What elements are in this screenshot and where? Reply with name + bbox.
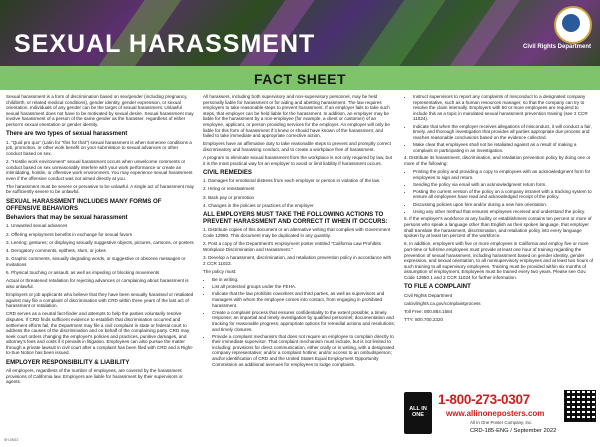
paragraph: Actual or threatened retaliation for rejecting advances or complaining about harassment is also unlawful. bbox=[6, 278, 189, 289]
paragraph: Employers or job applicants who believe that they have been sexually harassed or retaliated against may file a complaint of discrimination with CRD within three years of the last act of harassment or retaliation. bbox=[6, 291, 194, 309]
copyright-text: All In One Poster Company, Inc. bbox=[470, 420, 533, 425]
seal-center-icon bbox=[562, 14, 580, 32]
small-code: SH-09/22 bbox=[4, 438, 19, 442]
list-item: • Create a complaint process that ensures confidentiality to the extent possible; a timely response; an impartial and timely investigation by qualified personnel; documentation and tracking for reasonable progress; appropriate options for remedial actions and resolutions; and timely closures. bbox=[212, 310, 395, 332]
paragraph: 4. Derogatory comments, epithets, slurs, or jokes bbox=[6, 248, 106, 254]
list-item: • Printing the policy and providing a copy to employees with an acknowledgment form for employees to sign and return. bbox=[413, 169, 594, 180]
list-item: • Be in writing. bbox=[212, 277, 395, 283]
column-right bbox=[404, 94, 594, 325]
paragraph: 6. In addition, employers with five or more employees in California and employ five or more part-time or full-time employees must provide at least one hour of training regarding the prevention of sexual harassment, including harassment based on gender identity, gender expression, and sexual orientation, to all nonsupervisory employees and at least two hours of such training to all supervisory employees. Training must be provided within six months of assumption of employment. Employees must be trained every two years. Please see Gov. Code 12950.1 and 2 CCR 11024 for further information. bbox=[404, 241, 594, 280]
paragraph: 5. Graphic comments, sexually degrading words, or suggestive or obscene messages or invitations bbox=[6, 256, 186, 267]
column-left bbox=[6, 94, 194, 387]
list-item: • Indicate that the law prohibits coworkers and third parties, as well as supervisors and managers with whom the employee comes into contact, from engaging in prohibited harassment. bbox=[212, 291, 395, 308]
paragraph: 1. Distribute copies of this document or an alternative writing that complies with Government Code 12950. This document may be duplicated in any quantity. bbox=[203, 227, 391, 239]
paragraph: calcivilrights.ca.gov/complaintprocess bbox=[404, 300, 481, 306]
crd-seal-icon bbox=[554, 6, 592, 44]
paragraph: CRD serves as a neutral fact-finder and attempts to help the parties voluntarily resolve disputes. If CRD finds sufficient evidence to establish that discrimination occurred and settlement efforts fail, the Department may file a civil complaint in state or federal court to address the causes of the discrimination and on behalf of the complaining party. CRD may seek court orders changing the employer's policies and practices, punitive damages, and attorney's fees and costs if it prevails in litigation. Employees can also pursue the matter through a private lawsuit in civil court after a complaint has been filed with CRD and a Right-to-Sue Notice has been issued. bbox=[6, 311, 194, 356]
paragraph: 3. Develop a harassment, discrimination, and retaliation prevention policy in accordance with 2 CCR 11023. bbox=[203, 255, 392, 266]
header-banner bbox=[0, 0, 600, 66]
phone-number[interactable]: 1-800-273-0307 bbox=[438, 392, 530, 407]
paragraph: 2. Offering employment benefits in exchange for sexual favors bbox=[6, 231, 133, 237]
list-item: • Instruct supervisors to report any complaints of misconduct to a designated company representative, such as a human resources manager, so that the company can try to resolve the claim internally. Employers with 50 or more employees are required to include this as a topic in mandated sexual harassment prevention training (see 2 CCR 11024). bbox=[413, 94, 594, 122]
section-heading: EMPLOYER RESPONSIBILITY & LIABILITY bbox=[6, 358, 130, 366]
band-title: FACT SHEET bbox=[253, 71, 347, 87]
section-heading: Behaviors that may be sexual harassment bbox=[6, 214, 128, 222]
list-item: • Using any other method that ensures employees received and understand the policy. bbox=[413, 209, 594, 215]
list-item: • Provide a complaint mechanism that does not require an employee to complain directly to their immediate supervisor. That complaint mechanism must include, but is not limited to including: provisions for direct communication, either orally or in writing, with a designated company representative; and/or a complaint hotline; and/or access to an ombudsperson; and/or identification of CRD and the United States Equal Employment Opportunity Commission as additional avenues for employees to lodge complaints. bbox=[212, 334, 395, 368]
column-middle bbox=[203, 94, 395, 369]
paragraph: 5. If the employer's workforce at any facility or establishment contains ten percent or more of persons who speak a language other than English as their spoken language, that employer shall translate the harassment, discrimination, and retaliation policy into every language spoken by at least ten percent of the workforce. bbox=[404, 216, 592, 239]
paragraph: The harassment must be severe or pervasive to be unlawful. A single act of harassment may be sufficiently severe to be unlawful. bbox=[6, 183, 194, 195]
bullet-list bbox=[404, 169, 594, 215]
paragraph: 2. Hiring or reinstatement bbox=[203, 186, 255, 192]
paragraph: The policy must: bbox=[203, 268, 237, 274]
paragraph: 4. Changes in the policies or practices of the employer bbox=[203, 202, 314, 208]
paragraph: All harassers, including both supervisory and non-supervisory personnel, may be held personally liable for harassment or for aiding and abetting harassment. The law requires employers to take reasonable steps to prevent harassment. If an employer fails to take such steps, that employer can be held liable for the harassment. In addition, an employer may be liable for the harassment by a non-employee (for example, a client or customer) of an employee, applicant, or person providing services for the employer. An employer will only be liable for this form of harassment if it knew or should have known of the harassment, and failed to take immediate and appropriate corrective action. bbox=[203, 94, 390, 139]
paragraph: 3. Back pay or promotion bbox=[203, 194, 255, 200]
bullet-list bbox=[203, 277, 395, 367]
paragraph: All employers, regardless of the number of employees, are covered by the harassment provisions of California law. Employers are liable for harassment by their supervisors or agents. bbox=[6, 368, 183, 385]
list-item: • Make clear that employees shall not be retaliated against as a result of making a complaint or participating in an investigation. bbox=[413, 142, 594, 153]
decorative-stripe bbox=[437, 0, 522, 66]
section-heading: SEXUAL HARASSMENT INCLUDES MANY FORMS OF OFFENSIVE BEHAVIORS bbox=[6, 197, 162, 212]
paragraph: 2. "Hostile work environment" sexual harassment occurs when unwelcome comments or conduct based on sex unreasonably interfere with your work performance or create an intimidating, hostile, or offensive work environment. You may experience sexual harassment even if the offensive conduct was not aimed directly at you. bbox=[6, 158, 193, 181]
paragraph: 3. Leering; gestures; or displaying sexually suggestive objects, pictures, cartoons, or posters bbox=[6, 239, 194, 245]
paragraph: Toll Free: 800.884.1684 bbox=[404, 308, 453, 314]
paragraph: 2. Post a copy of the Department's employment poster entitled "California Law Prohibits Workplace Discrimination and Harassment." bbox=[203, 241, 381, 252]
section-heading: TO FILE A COMPLAINT bbox=[404, 283, 471, 291]
list-item: • Discussing policies upon hire and/or during a new hire orientation. bbox=[413, 202, 594, 208]
paragraph: 1. "Quid pro quo" (Latin for "this for that") sexual harassment is when someone conditions a job, promotion, or other work benefit on your submission to sexual advances or other conduct based on sex. bbox=[6, 139, 192, 156]
list-item: • Sending the policy via email with an acknowledgment return form. bbox=[413, 182, 594, 188]
section-heading: CIVIL REMEDIES bbox=[203, 168, 252, 176]
list-item: • Indicate that when the employer receives allegations of misconduct, it will conduct a fair, timely, and thorough investigation that provides all parties appropriate due process and reaches reasonable conclusions based on the evidence collected. bbox=[413, 124, 594, 141]
paragraph: A program to eliminate sexual harassment from the workplace is not only required by law, but it is the most practical way for an employer to avoid or limit liability if harassment occurs. bbox=[203, 155, 392, 166]
paragraph: Employers have an affirmative duty to take reasonable steps to prevent and promptly correct discriminatory and harassing conduct, and to create a workplace free of harassment. bbox=[203, 141, 391, 152]
paragraph: 4. Distribute its harassment, discrimination, and retaliation prevention policy by doing one or more of the following: bbox=[404, 155, 591, 166]
bullet-list bbox=[404, 94, 594, 153]
paragraph: Sexual harassment is a form of discrimination based on sex/gender (including pregnancy, childbirth, or related medical conditions), gender identity, gender expression, or sexual orientation. Individuals of any gender can be the target of sexual harassment. Unlawful sexual harassment does not have to be motivated by sexual desire. Sexual harassment may involve harassment of a person of the same gender as the harasser, regardless of either person's sexual orientation or gender identity. bbox=[6, 94, 194, 127]
list-item: • List all protected groups under the FEHA. bbox=[212, 284, 395, 290]
logo-text: ALL IN ONE bbox=[409, 406, 427, 418]
list-item: • Posting the current version of the policy on a company intranet with a tracking system to ensure all employees have read and acknowledged receipt of the policy. bbox=[413, 189, 594, 200]
all-in-one-logo bbox=[404, 392, 432, 434]
crd-label: Civil Rights Department bbox=[522, 44, 591, 50]
page-title: SEXUAL HARASSMENT bbox=[14, 30, 316, 58]
paragraph: 1. Unwanted sexual advances bbox=[6, 223, 68, 229]
qr-code-icon bbox=[564, 390, 596, 422]
paragraph: 1. Damages for emotional distress from each employer or person in violation of the law. bbox=[203, 178, 381, 184]
section-heading: There are two types of sexual harassment bbox=[6, 130, 128, 138]
paragraph: Civil Rights Department bbox=[404, 292, 453, 298]
paragraph: 6. Physical touching or assault, as well as impeding or blocking movements bbox=[6, 269, 160, 275]
document-code: CRD-185-ENG / September 2022 bbox=[470, 428, 557, 434]
paragraph: TTY: 800.700.2320 bbox=[404, 317, 444, 323]
decorative-stripe bbox=[349, 0, 446, 66]
section-heading: ALL EMPLOYERS MUST TAKE THE FOLLOWING ACTIONS TO PREVENT HARASSMENT AND CORRECT IT WHEN IT OCCURS: bbox=[203, 211, 388, 226]
website-link[interactable]: www.allinoneposters.com bbox=[446, 409, 545, 418]
